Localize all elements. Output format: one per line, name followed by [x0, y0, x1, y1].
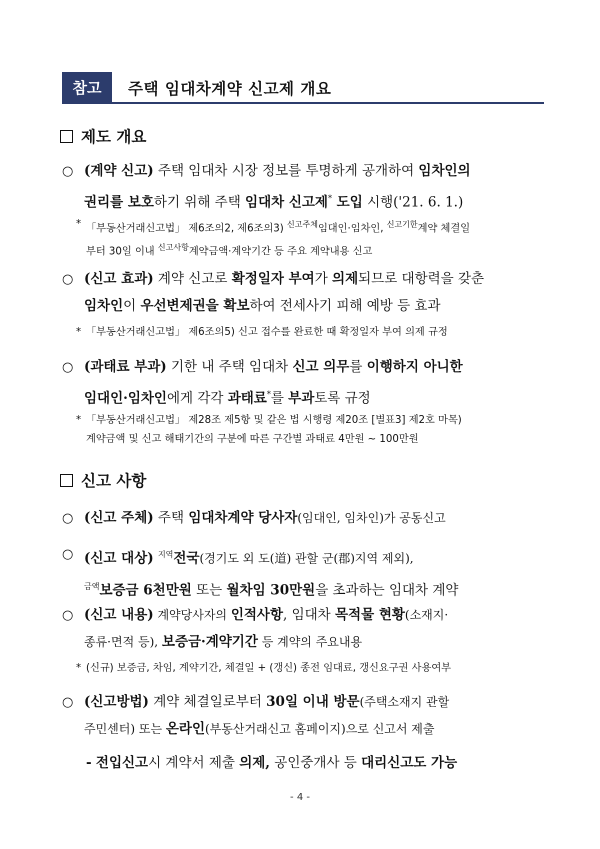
text-span: 확정일자 부여	[231, 271, 315, 287]
text-span: 도 가능	[413, 755, 458, 771]
bullet-penalty	[62, 354, 552, 413]
text-span: 을 초과하는 임대차 계약	[315, 582, 459, 598]
dash-bullet-icon: -	[86, 755, 92, 771]
note-line: 「부동산거래신고법」 제6조의5) 신고 접수를 완료한 때 확정일자 부여 의제 규정	[86, 327, 448, 338]
bullet-line	[84, 629, 552, 656]
text-span: 계약당사자의	[153, 608, 231, 622]
bullet-contract-report	[62, 158, 552, 217]
bullet-line	[84, 573, 552, 605]
footnote-star: *	[76, 327, 82, 338]
text-span: (부동산거래신고 홈페이지)으로 신고서 제출	[205, 722, 435, 736]
text-span: 되므로 대항력을 갖춘	[358, 271, 485, 287]
text-span: 시행('21. 6. 1.)	[362, 194, 464, 211]
text-span: 토록 규정	[314, 390, 371, 407]
text-span: (임대인, 임차인)가 공동신고	[297, 511, 446, 525]
text-span: 권리를 보호	[84, 194, 154, 211]
superscript: 신고기한	[386, 220, 418, 229]
text-span: 인적사항	[230, 607, 283, 623]
bullet-line	[84, 158, 552, 185]
bullet-report-content	[62, 602, 552, 656]
text-span: (소재지·	[404, 608, 449, 622]
text-span: 등 계약의 주요내용	[257, 635, 363, 649]
text-span: (주택소재지 관할	[359, 695, 450, 709]
bullet-label: (신고 주체)	[84, 510, 154, 526]
section-overview-heading	[60, 125, 146, 147]
text-span: 공인중개사 등	[270, 755, 362, 771]
dash-item-move-in-report	[86, 751, 457, 771]
header-divider	[62, 102, 544, 104]
note-line: 「부동산거래신고법」 제28조 제5항 및 같은 법 시행령 제20조 [별표3] 제2호 마목)	[86, 415, 462, 426]
footnote-confirmation-date	[76, 323, 546, 342]
footnote-star: *	[76, 415, 82, 426]
section-report-items-heading	[60, 469, 146, 491]
text-span: 계약 체결일	[417, 223, 471, 235]
bullet-label: (과태료 부과)	[84, 359, 167, 375]
section-title: 제도 개요	[81, 128, 147, 146]
bullet-label: (계약 신고)	[84, 163, 154, 179]
bullet-line	[84, 716, 552, 743]
text-span: 우선변제권을 확보	[140, 298, 250, 314]
bullet-report-effect	[62, 266, 552, 320]
footnote-legal-basis	[76, 215, 546, 262]
superscript: 신고사항	[157, 243, 189, 253]
bullet-line	[84, 689, 552, 716]
bullet-label: (신고 효과)	[84, 271, 154, 287]
text-span: 전국	[173, 550, 200, 567]
text-span: 부터 30일 이내	[86, 246, 158, 258]
text-span: 주택	[153, 510, 189, 526]
text-span: 보증금 6천만원	[99, 582, 192, 598]
text-span: 부과	[288, 390, 315, 407]
text-span: 임대인·임차인	[84, 390, 167, 407]
note-line	[86, 215, 546, 238]
text-span: 하기 위해 주택	[153, 194, 246, 211]
circle-bullet-icon: ○	[62, 360, 74, 375]
footnote-mark: *	[266, 390, 271, 399]
text-span: 보증금·계약기간	[161, 634, 258, 650]
superscript: 지역	[157, 550, 174, 559]
circle-bullet-icon: ○	[62, 511, 74, 526]
text-span: 계약금액·계약기간 등 주요 계약내용 신고	[188, 246, 373, 258]
text-span: 도입	[331, 194, 363, 211]
text-span: 에게 각각	[166, 390, 228, 407]
page-header	[62, 72, 544, 102]
text-span: 전입신고	[95, 755, 149, 771]
text-span: 임대차 신고제	[245, 194, 328, 211]
text-span: 계약 체결일로부터	[148, 694, 267, 710]
circle-bullet-icon: ○	[62, 547, 74, 562]
text-span: 임차인	[84, 298, 124, 314]
circle-bullet-icon: ○	[62, 608, 74, 623]
text-span: 목적물 현황	[335, 607, 405, 623]
text-span: 임차인의	[418, 163, 471, 179]
text-span: 의제,	[239, 755, 270, 771]
bullet-label: (신고방법)	[84, 694, 149, 710]
text-span: 주택 임대차 시장 정보를 투명하게 공개하여	[153, 163, 419, 179]
square-icon	[60, 130, 73, 143]
circle-bullet-icon: ○	[62, 695, 74, 710]
bullet-line	[84, 266, 552, 293]
text-span: 임대차계약 당사자	[188, 510, 298, 526]
footnote-penalty-basis	[76, 411, 546, 449]
bullet-report-method	[62, 689, 552, 743]
text-span: 온라인	[165, 721, 205, 737]
text-span: 기한 내 주택 임대차	[166, 359, 293, 375]
text-span: 또는	[191, 582, 227, 598]
footnote-report-fields	[76, 659, 546, 678]
text-span: 의제	[332, 271, 359, 287]
bullet-label: (신고 내용)	[84, 607, 154, 623]
circle-bullet-icon: ○	[62, 272, 74, 287]
text-span: 를	[349, 359, 367, 375]
text-span: 신고 의무	[292, 359, 350, 375]
bullet-line	[84, 354, 552, 381]
bullet-line	[84, 505, 552, 532]
footnote-mark: *	[327, 194, 332, 203]
page-title: 주택 임대차계약 신고제 개요	[128, 80, 332, 98]
text-span: 과태료	[227, 390, 267, 407]
text-span: 하여 전세사기 피해 예방 등 효과	[249, 298, 441, 314]
footnote-star: *	[76, 663, 82, 674]
circle-bullet-icon: ○	[62, 164, 74, 179]
text-span: 계약 신고로	[153, 271, 232, 287]
note-line	[86, 238, 546, 261]
text-span: (경기도 외 도(道) 관할 군(郡)지역 제외),	[199, 551, 414, 566]
note-line: 계약금액 및 신고 해태기간의 구분에 따른 구간별 과태료 4만원 ~ 100만원	[86, 434, 419, 445]
superscript: 신고주체	[287, 220, 318, 229]
bullet-line	[84, 381, 552, 413]
footnote-star: *	[76, 219, 82, 230]
bullet-report-target	[62, 541, 552, 604]
section-title: 신고 사항	[81, 472, 147, 490]
square-icon	[60, 474, 73, 487]
text-span: 임대인·임차인,	[317, 223, 387, 235]
bullet-label: (신고 대상)	[84, 550, 154, 567]
page-number: - 4 -	[290, 792, 310, 803]
text-span: 주민센터) 또는	[84, 722, 166, 736]
note-line: (신규) 보증금, 차임, 계약기간, 체결일 + (갱신) 종전 임대료, 갱신요구권 사용여부	[86, 663, 452, 674]
text-span: 이	[123, 298, 141, 314]
superscript: 금액	[84, 581, 100, 591]
text-span: 이행하지 아니한	[366, 359, 463, 375]
text-span: 가	[314, 271, 333, 287]
bullet-line	[84, 293, 552, 320]
bullet-report-subject	[62, 505, 552, 532]
text-span: 「부동산거래신고법」 제6조의2, 제6조의3)	[86, 223, 288, 235]
text-span: 시 계약서 제출	[148, 755, 240, 771]
text-span: 월차임 30만원	[226, 582, 316, 598]
text-span: 를	[270, 390, 289, 407]
bullet-line	[84, 185, 552, 217]
bullet-line	[84, 541, 552, 573]
text-span: 대리신고	[361, 755, 414, 771]
text-span: , 임대차	[283, 607, 335, 623]
text-span: 종류·면적 등),	[84, 635, 162, 649]
bullet-line	[84, 602, 552, 629]
reference-badge: 참고	[62, 72, 112, 102]
text-span: 30일 이내 방문	[266, 694, 360, 710]
